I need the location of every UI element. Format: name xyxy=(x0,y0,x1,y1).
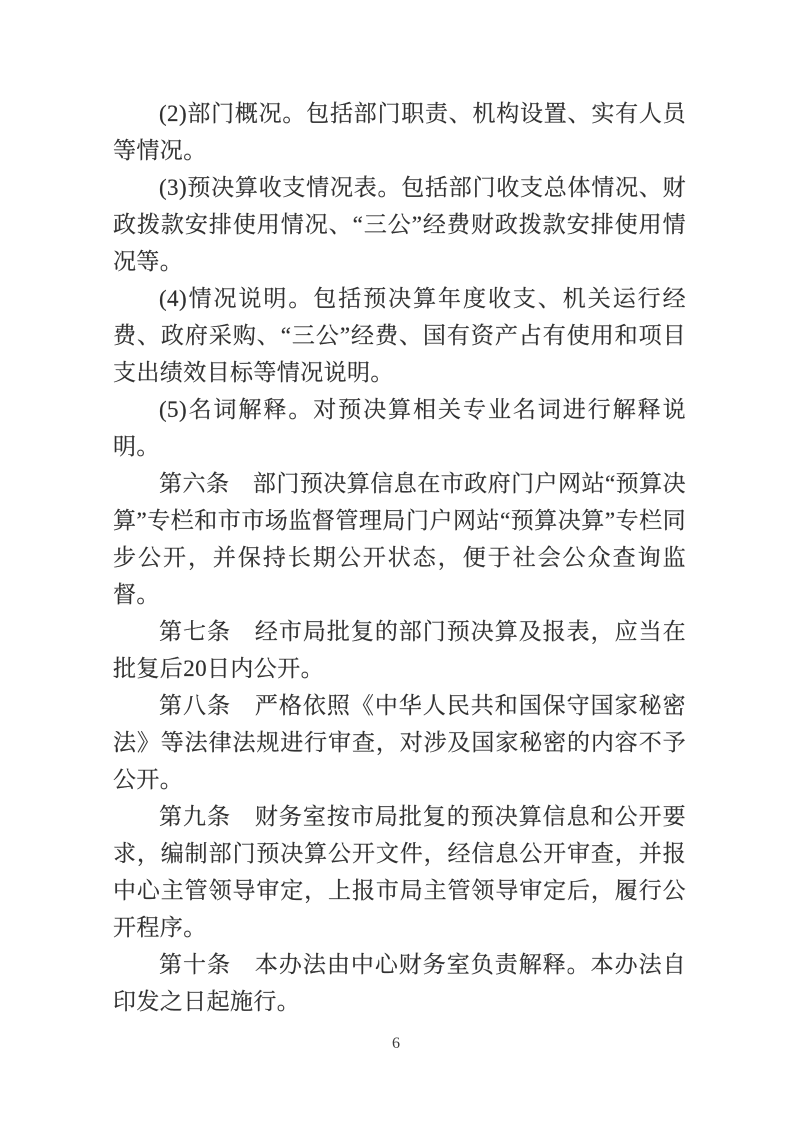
paragraph-item-2-overview: (2)部门概况。包括部门职责、机构设置、实有人员等情况。 xyxy=(113,101,686,163)
paragraph-item-3-tables: (3)预决算收支情况表。包括部门收支总体情况、财政拨款安排使用情况、“三公”经费财政拨款安排使用情况等。 xyxy=(113,175,686,274)
paragraph-item-4-notes: (4)情况说明。包括预决算年度收支、机关运行经费、政府采购、“三公”经费、国有资产占有使用和项目支出绩效目标等情况说明。 xyxy=(113,286,686,385)
paragraph-article-7: 第七条 经市局批复的部门预决算及报表，应当在批复后20日内公开。 xyxy=(113,619,686,681)
paragraph-item-5-glossary: (5)名词解释。对预决算相关专业名词进行解释说明。 xyxy=(113,397,686,459)
paragraph-article-6: 第六条 部门预决算信息在市政府门户网站“预算决算”专栏和市市场监督管理局门户网站“预算决算”专栏同步公开，并保持长期公开状态，便于社会公众查询监督。 xyxy=(113,471,686,607)
paragraph-article-8: 第八条 严格依照《中华人民共和国保守国家秘密法》等法律法规进行审查，对涉及国家秘密的内容不予公开。 xyxy=(113,693,686,792)
paragraph-article-9: 第九条 财务室按市局批复的预决算信息和公开要求，编制部门预决算公开文件，经信息公开审查，并报中心主管领导审定，上报市局主管领导审定后，履行公开程序。 xyxy=(113,804,686,940)
page-number: 6 xyxy=(392,1035,401,1052)
document-body xyxy=(113,95,686,1020)
paragraph-article-10: 第十条 本办法由中心财务室负责解释。本办法自印发之日起施行。 xyxy=(113,952,686,1014)
